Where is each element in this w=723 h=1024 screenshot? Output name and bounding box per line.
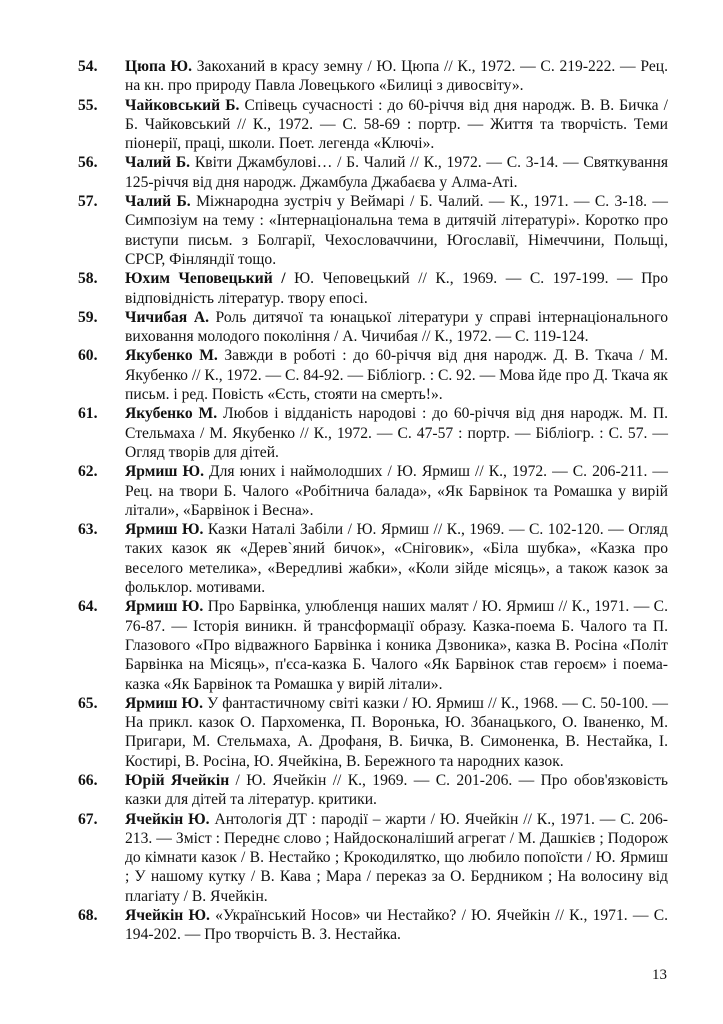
entry-author: Ярмиш Ю. [125, 598, 204, 616]
entry-author: Ярмиш Ю. [125, 521, 204, 539]
entry-number: 58. [78, 270, 98, 288]
entry-description: Для юних і наймолодших / Ю. Ярмиш // К., 1972. — С. 206-211. — Рец. на твори Б. Чалого «Робітнича балада», «Як Барвінок та Ромашка у вирій літали», «Барвінок і Весна». [125, 463, 668, 519]
entry-body [125, 597, 668, 693]
entry-description: У фантастичному світі казки / Ю. Ярмиш // К., 1968. — С. 50-100. — На прикл. казок О. Пархоменка, П. Воронька, Ю. Збанацького, О. Іваненко, М. Пригари, М. Стельмаха, А. Дрофаня, В. Бичка, В. Симоненка, В. Нестайка, І. Костирі, В. Росіна, Ю. Ячейкіна, В. Бережного та народних казок. [125, 694, 669, 770]
entry-author: Ярмиш Ю. [125, 463, 204, 481]
entry-author: Ярмиш Ю. [125, 694, 204, 712]
entry-author: Ячейкін Ю. [125, 907, 210, 925]
bibliography-list [78, 57, 668, 945]
bibliography-entry-64 [78, 597, 668, 693]
bibliography-entry-55 [78, 96, 668, 154]
entry-number: 65. [78, 694, 98, 712]
bibliography-entry-60 [78, 346, 668, 404]
entry-description: Ю. Чеповецький // К., 1969. — С. 197-199. — Про відповідність літератур. твору епосі. [125, 270, 668, 307]
entry-author: Чайковський Б. [125, 96, 240, 114]
entry-number: 59. [78, 308, 98, 326]
bibliography-entry-61 [78, 404, 668, 462]
entry-description: Казки Наталі Забіли / Ю. Ярмиш // К., 1969. — С. 102-120. — Огляд таких казок як «Дерев`яний бичок», «Сніговик», «Біла шубка», «Казка про веселого метелика», «Вередливі жабки», «Коли зійде місяць», а також казок за фольклор. мотивами. [125, 521, 668, 597]
entry-body [125, 96, 668, 154]
entry-author: Ячейкін Ю. [125, 810, 210, 828]
entry-description: Завжди в роботі : до 60-річчя від дня народж. Д. В. Ткача / М. Якубенко // К., 1972. — С. 84-92. — Бібліогр. : С. 92. — Мова йде про Д. Ткача як письм. і ред. Повість «Єсть, стояти на смерть!». [125, 347, 668, 404]
bibliography-entry-58 [78, 269, 668, 308]
entry-description: Співець сучасності : до 60-річчя від дня народж. В. В. Бичка / Б. Чайковський // К., 1972. — С. 58-69 : портр. — Життя та творчість. Теми піонерії, праці, школи. Поет. легенда «Ключі». [125, 96, 668, 153]
entry-description: Міжнародна зустріч у Веймарі / Б. Чалий. — К., 1971. — С. 3-18. — Симпозіум на тему : «Інтернаціональна тема в дитячій літературі». Коротко про виступи письм. з Болгарії, Чехословаччини, Югославії, Німеччини, Польщі, СРСР, Фінляндії тощо. [125, 193, 668, 268]
entry-body [125, 153, 668, 192]
bibliography-entry-59 [78, 308, 668, 347]
entry-body [125, 308, 668, 347]
entry-number: 68. [78, 907, 98, 925]
bibliography-entry-66 [78, 771, 668, 810]
bibliography-entry-63 [78, 520, 668, 597]
bibliography-entry-56 [78, 153, 668, 192]
entry-number: 57. [78, 193, 98, 211]
entry-author: Цюпа Ю. [125, 58, 193, 75]
bibliography-entry-67 [78, 810, 668, 906]
entry-number: 62. [78, 463, 98, 481]
entry-body [125, 346, 668, 404]
entry-body [125, 404, 668, 462]
bibliography-entry-57 [78, 192, 668, 269]
entry-body [125, 269, 668, 308]
entry-author: Чичибая А. [125, 308, 209, 326]
entry-author: Чалий Б. [125, 154, 191, 172]
page-number: 13 [652, 967, 667, 983]
entry-body [125, 694, 668, 771]
entry-number: 60. [78, 347, 98, 365]
entry-number: 54. [78, 58, 98, 75]
bibliography-entry-54 [78, 57, 668, 96]
entry-body [125, 462, 668, 520]
entry-author: Якубенко М. [125, 405, 218, 423]
entry-description: «Український Носов» чи Нестайко? / Ю. Ячейкін // К., 1971. — С. 194-202. — Про творчість В. З. Нестайка. [125, 907, 668, 944]
entry-number: 63. [78, 521, 98, 539]
entry-author: Юрій Ячейкін [125, 771, 230, 789]
entry-description: Роль дитячої та юнацької літератури у справі інтернаціонального виховання молодого покоління / А. Чичибая // К., 1972. — С. 119-124. [125, 308, 668, 346]
entry-number: 64. [78, 598, 98, 616]
entry-number: 56. [78, 154, 98, 172]
bibliography-entry-68 [78, 906, 668, 945]
entry-number: 55. [78, 96, 98, 114]
entry-body [125, 57, 668, 96]
entry-number: 66. [78, 771, 98, 789]
entry-body [125, 906, 668, 945]
entry-body [125, 192, 668, 269]
bibliography-entry-62 [78, 462, 668, 520]
entry-description: Антологія ДТ : пародії – жарти / Ю. Ячейкін // К., 1971. — С. 206-213. — Зміст : Переднє слово ; Найдосконаліший агрегат / М. Дашкієв ; Подорож до кімнати казок / В. Нестайко ; Крокодилятко, що любило попоїсти / Ю. Ярмиш ; У нашому кутку / В. Кава ; Мара / переказ за О. Бердником ; На волосину від плагіату / В. Ячейкін. [125, 810, 668, 905]
entry-description: Квіти Джамбулові… / Б. Чалий // К., 1972. — С. 3-14. — Святкування 125-річчя від дня народж. Джамбула Джабаєва у Алма-Аті. [125, 154, 668, 191]
entry-description: / Ю. Ячейкін // К., 1969. — С. 201-206. — Про обов'язковість казки для дітей та літератур. критики. [125, 771, 668, 809]
bibliography-entry-65 [78, 694, 668, 771]
entry-description: Закоханий в красу земну / Ю. Цюпа // К., 1972. — С. 219-222. — Рец. на кн. про природу Павла Ловецького «Билиці з дивосвіту». [125, 58, 668, 95]
entry-description: Любов і відданість народові : до 60-річчя від дня народж. М. П. Стельмаха / М. Якубенко // К., 1972. — С. 47-57 : портр. — Бібліогр. : С. 57. — Огляд творів для дітей. [125, 405, 668, 461]
entry-author: Якубенко М. [125, 347, 218, 365]
entry-description: Про Барвінка, улюбленця наших малят / Ю. Ярмиш // К., 1971. — С. 76-87. — Історія виникн. й трансформації образу. Казка-поема Б. Чалого та П. Глазового «Про відважного Барвінка і коника Дзвоника», казка В. Росіна «Політ Барвінка на Місяць», п'єса-казка Б. Чалого «Як Барвінок став героєм» і поема-казка «Як Барвінок та Ромашка у вирій літали». [125, 598, 668, 693]
entry-body [125, 520, 668, 597]
entry-body [125, 771, 668, 810]
entry-number: 67. [78, 810, 98, 828]
entry-number: 61. [78, 405, 98, 423]
entry-body [125, 810, 668, 906]
entry-author: Юхим Чеповецький / [125, 270, 286, 288]
entry-author: Чалий Б. [125, 193, 191, 211]
